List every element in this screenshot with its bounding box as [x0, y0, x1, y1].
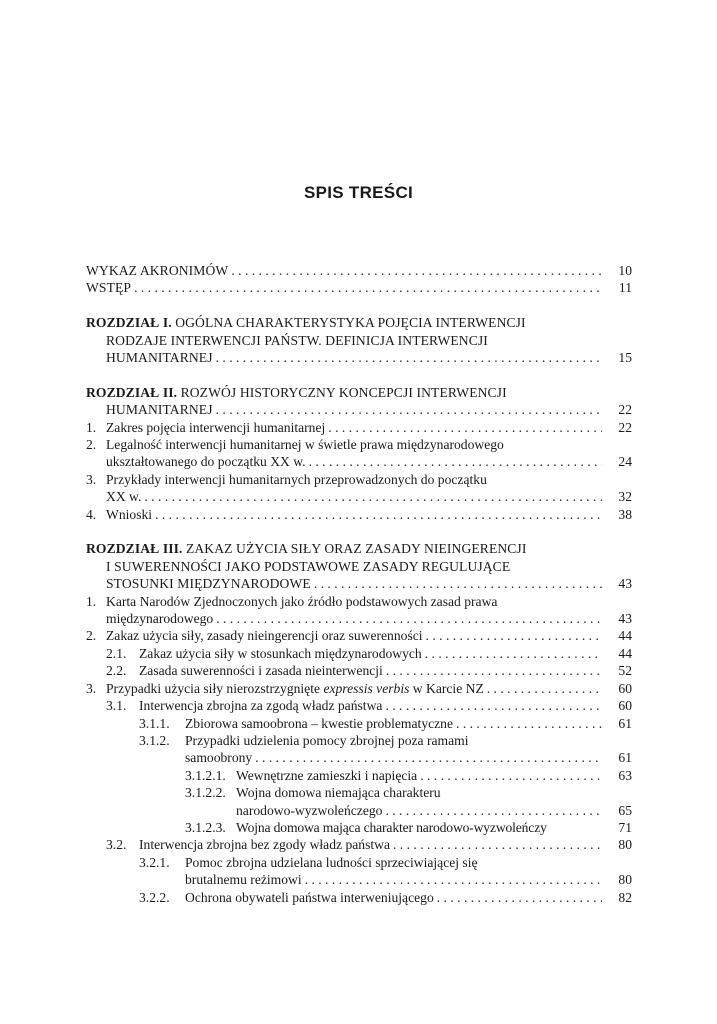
section-number: 2.1. — [106, 645, 127, 661]
page-number: 10 — [618, 263, 632, 278]
section-number: 3.1.2. — [139, 732, 170, 748]
toc-entry-chapter-2[interactable] — [86, 384, 632, 419]
section-title: Wewnętrzne zamieszki i napięcia — [236, 767, 418, 783]
chapter-title-line: HUMANITARNEJ — [106, 350, 213, 366]
toc-entry-subsubsection[interactable] — [86, 854, 632, 889]
section-title: Wojna domowa niemająca charakteru — [236, 785, 441, 801]
page-number: 32 — [618, 489, 632, 505]
section-title: Wnioski — [106, 506, 153, 522]
chapter-label: ROZDZIAŁ I. — [86, 315, 172, 331]
page-number: 63 — [618, 767, 632, 783]
section-number: 3.1.2.2. — [185, 785, 226, 801]
section-title: Legalność interwencji humanitarnej w świetle prawa międzynarodowego — [106, 437, 504, 453]
toc-entry-level4[interactable] — [86, 784, 632, 819]
page-number: 24 — [618, 454, 632, 470]
section-number: 1. — [86, 419, 97, 435]
section-title: Zakaz użycia siły, zasady nieingerencji oraz suwerenności — [106, 628, 423, 644]
section-number: 3.2.2. — [139, 889, 170, 905]
toc-entry-chapter-3[interactable] — [86, 540, 632, 592]
entry-text: WSTĘP — [86, 280, 132, 296]
page-number: 44 — [618, 645, 632, 661]
section-title: Karta Narodów Zjednoczonych jako źródło podstawowych zasad prawa — [106, 593, 498, 609]
toc-entry-section[interactable] — [86, 506, 632, 523]
page-number: 60 — [618, 698, 632, 714]
section-number: 3.1. — [106, 698, 127, 714]
toc-entry-section[interactable] — [86, 419, 632, 436]
section-title: Zakaz użycia siły w stosunkach międzynarodowych — [139, 645, 422, 661]
section-title-end: w Karcie NZ — [409, 680, 484, 696]
chapter-title-line: ROZWÓJ HISTORYCZNY KONCEPCJI INTERWENCJI — [180, 384, 507, 400]
section-number: 4. — [86, 506, 97, 522]
section-title: Zasada suwerenności i zasada nieinterwencji — [139, 663, 383, 679]
page-number: 80 — [618, 872, 632, 888]
section-number: 2. — [86, 437, 97, 453]
section-number: 3.1.2.3. — [185, 819, 226, 835]
section-title-cont: XX w. — [106, 489, 142, 505]
section-number: 2.2. — [106, 663, 127, 679]
toc-entry-acronyms[interactable] — [86, 262, 632, 279]
chapter-title-line: RODZAJE INTERWENCJI PAŃSTW. DEFINICJA INTERWENCJI — [106, 332, 488, 348]
section-title: Wojna domowa mająca charakter narodowo-wyzwoleńczy — [236, 819, 547, 835]
page-number: 65 — [618, 802, 632, 818]
toc-entry-introduction[interactable] — [86, 279, 632, 296]
page-number: 22 — [618, 419, 632, 435]
page-number: 80 — [618, 837, 632, 853]
toc-entry-level4[interactable] — [86, 819, 632, 836]
page-number: 11 — [618, 280, 632, 296]
section-title-cont: samoobrony — [185, 750, 253, 766]
page-number: 82 — [618, 889, 632, 905]
page-number: 61 — [618, 750, 632, 766]
section-title: Pomoc zbrojna udzielana ludności sprzeciwiającej się — [185, 854, 478, 870]
section-title: Przykłady interwencji humanitarnych przeprowadzonych do początku — [106, 471, 487, 487]
toc-entry-subsection[interactable] — [86, 836, 632, 853]
section-title: Zbiorowa samoobrona – kwestie problematyczne — [185, 715, 454, 731]
chapter-label: ROZDZIAŁ II. — [86, 384, 178, 400]
toc-entry-section[interactable] — [86, 436, 632, 471]
toc-entry-subsection[interactable] — [86, 697, 632, 714]
section-number: 3.2.1. — [139, 854, 170, 870]
page-number: 52 — [618, 663, 632, 679]
section-number: 3. — [86, 471, 97, 487]
toc-entry-section[interactable] — [86, 471, 632, 506]
toc-entry-level4[interactable] — [86, 767, 632, 784]
toc-entry-subsubsection[interactable] — [86, 732, 632, 767]
section-title: Ochrona obywateli państwa interweniującego — [185, 889, 434, 905]
section-title-cont: międzynarodowego — [106, 611, 214, 627]
toc-entry-subsection[interactable] — [86, 645, 632, 662]
page-number: 71 — [618, 819, 632, 835]
chapter-title-line: HUMANITARNEJ — [106, 402, 213, 418]
section-title: Interwencja zbrojna bez zgody władz państwa — [139, 837, 390, 853]
page-number: 61 — [618, 715, 632, 731]
page-number: 38 — [618, 506, 632, 522]
section-number: 3.1.1. — [139, 715, 170, 731]
section-number: 3.2. — [106, 837, 127, 853]
chapter-title-line: ZAKAZ UŻYCIA SIŁY ORAZ ZASADY NIEINGERENCJI — [185, 541, 527, 557]
page-number: 22 — [618, 402, 632, 418]
section-title: Przypadki użycia siły nierozstrzygnięte — [106, 680, 324, 696]
page-number: 15 — [618, 350, 632, 366]
toc-entry-subsection[interactable] — [86, 662, 632, 679]
section-title: Interwencja zbrojna za zgodą władz państwa — [139, 698, 383, 714]
section-number: 3.1.2.1. — [185, 767, 226, 783]
section-title-cont: ukształtowanego do początku XX w. — [106, 454, 306, 470]
section-number: 2. — [86, 628, 97, 644]
section-number: 1. — [86, 593, 97, 609]
toc-entry-subsubsection[interactable] — [86, 715, 632, 732]
entry-text: WYKAZ AKRONIMÓW — [86, 263, 229, 278]
chapter-title-line: I SUWERENNOŚCI JAKO PODSTAWOWE ZASADY REGULUJĄCE — [106, 558, 511, 574]
section-title-cont: brutalnemu reżimowi — [185, 872, 302, 888]
page-number: 44 — [618, 628, 632, 644]
page-number: 43 — [618, 576, 632, 592]
section-title-italic: expressis verbis — [323, 680, 410, 696]
page-number: 60 — [618, 680, 632, 696]
toc-entry-section[interactable] — [86, 627, 632, 644]
chapter-title-line: OGÓLNA CHARAKTERYSTYKA POJĘCIA INTERWENCJI — [175, 315, 526, 331]
chapter-title-line: STOSUNKI MIĘDZYNARODOWE — [106, 576, 311, 592]
toc-entry-section[interactable] — [86, 593, 632, 628]
page-number: 43 — [618, 611, 632, 627]
section-title: Przypadki udzielenia pomocy zbrojnej poza ramami — [185, 732, 469, 748]
table-of-contents — [86, 262, 632, 906]
page-title: SPIS TREŚCI — [303, 183, 414, 202]
toc-entry-subsubsection[interactable] — [86, 889, 632, 906]
toc-entry-chapter-1[interactable] — [86, 314, 632, 366]
chapter-label: ROZDZIAŁ III. — [86, 541, 183, 557]
section-title: Zakres pojęcia interwencji humanitarnej — [106, 419, 326, 435]
section-number: 3. — [86, 680, 97, 696]
toc-entry-section[interactable] — [86, 680, 632, 697]
section-title-cont: narodowo-wyzwoleńczego — [236, 802, 383, 818]
